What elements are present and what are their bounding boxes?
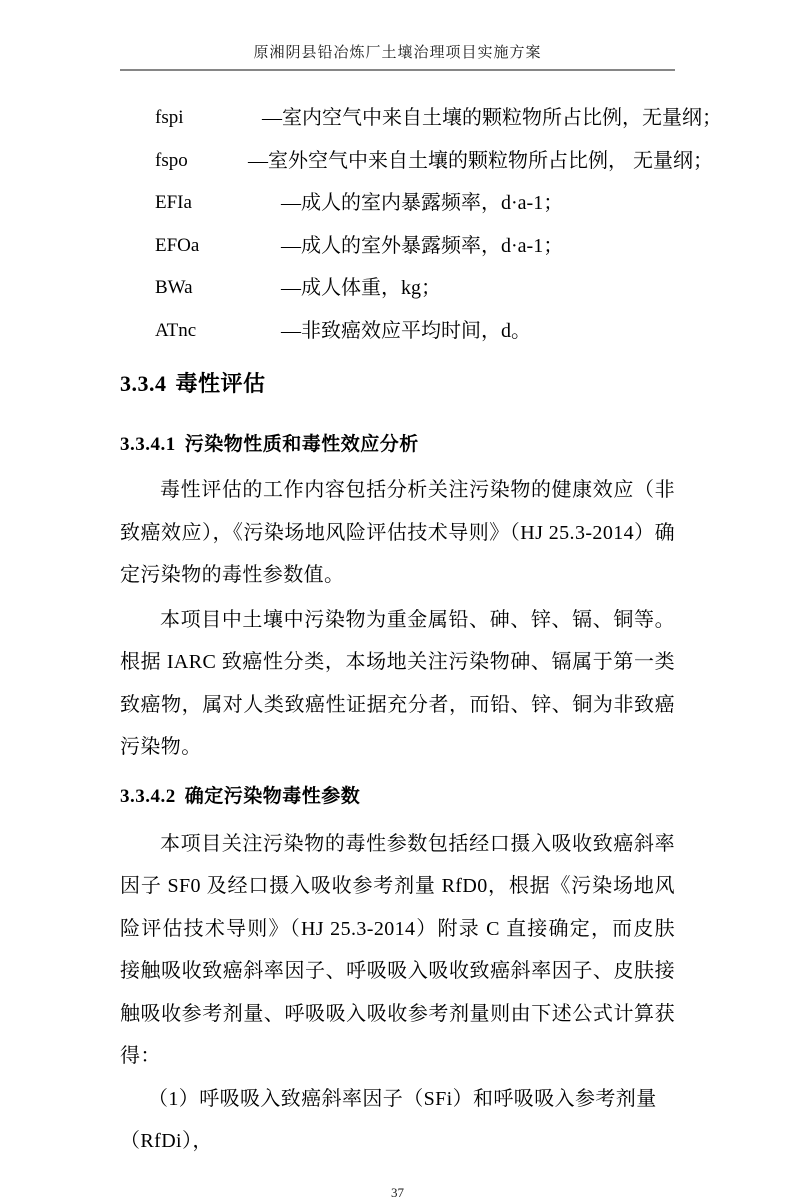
definition-text: —室内空气中来自土壤的颗粒物所占比例，无量纲；: [262, 107, 722, 129]
definition-term: ATnc: [155, 319, 197, 341]
definition-row-fspi: [120, 97, 722, 140]
page-number: 37: [391, 1184, 404, 1200]
section-heading-toxicity-assessment: [120, 369, 675, 399]
definition-term: fspi: [155, 107, 184, 128]
definition-row-fspo: [120, 140, 713, 183]
section-number: 3.3.4: [120, 371, 167, 396]
subsection-heading-toxicity-parameters: [120, 784, 675, 809]
section-title: 毒性评估: [175, 371, 266, 396]
definition-row-efoa: [120, 225, 675, 268]
paragraph-pollutant-classification: 本项目中土壤中污染物为重金属铅、砷、锌、镉、铜等。根据 IARC 致癌性分类，本场地关注污染物砷、镉属于第一类致癌物，属对人类致癌性证据充分者，而铅、锌、铜为非致癌污染物。: [120, 608, 675, 758]
definition-term: BWa: [155, 277, 193, 298]
definition-text: —成人的室外暴露频率，d·a-1；: [281, 234, 564, 257]
definition-row-atnc: [120, 310, 675, 353]
subsection-title: 确定污染物毒性参数: [184, 785, 361, 807]
definition-text: —成人的室内暴露频率，d·a-1；: [281, 192, 564, 214]
page-content: [120, 0, 722, 1201]
paragraph-toxicity-parameter-sources: 本项目关注污染物的毒性参数包括经口摄入吸收致癌斜率因子 SF0 及经口摄入吸收参考剂量 RfD0，根据《污染场地风险评估技术导则》（HJ 25.3-2014）附录 C 直接确定，而皮肤接触吸收致癌斜率因子、呼吸吸入吸收致癌斜率因子、皮肤接触吸收参考剂量、呼吸吸入吸收参考剂量则由下述公式计算获得：: [120, 832, 675, 1067]
definition-term: EFIa: [155, 192, 192, 213]
definition-term: fspo: [155, 149, 188, 171]
header-rule: [120, 69, 675, 71]
definition-text: —成人体重，kg；: [281, 277, 441, 299]
definition-text: —非致癌效应平均时间，d。: [281, 319, 531, 342]
paragraph-inhalation-factors: （1）呼吸吸入致癌斜率因子（SFi）和呼吸吸入参考剂量（RfDi），: [120, 1087, 657, 1152]
paragraph-toxicity-work-content: 毒性评估的工作内容包括分析关注污染物的健康效应（非致癌效应），《污染场地风险评估技术导则》（HJ 25.3-2014）确定污染物的毒性参数值。: [120, 479, 675, 586]
definition-list: [120, 97, 722, 352]
subsection-number: 3.3.4.1: [120, 434, 176, 455]
subsection-title: 污染物性质和毒性效应分析: [184, 434, 419, 455]
definition-row-bwa: [120, 267, 675, 310]
subsection-heading-pollutant-analysis: [120, 432, 675, 457]
definition-term: EFOa: [155, 234, 200, 256]
definition-text: —室外空气中来自土壤的颗粒物所占比例， 无量纲；: [248, 149, 713, 172]
running-header-title: 原湘阴县铅冶炼厂土壤治理项目实施方案: [253, 45, 542, 61]
definition-row-efia: [120, 182, 675, 225]
subsection-number: 3.3.4.2: [120, 785, 176, 807]
